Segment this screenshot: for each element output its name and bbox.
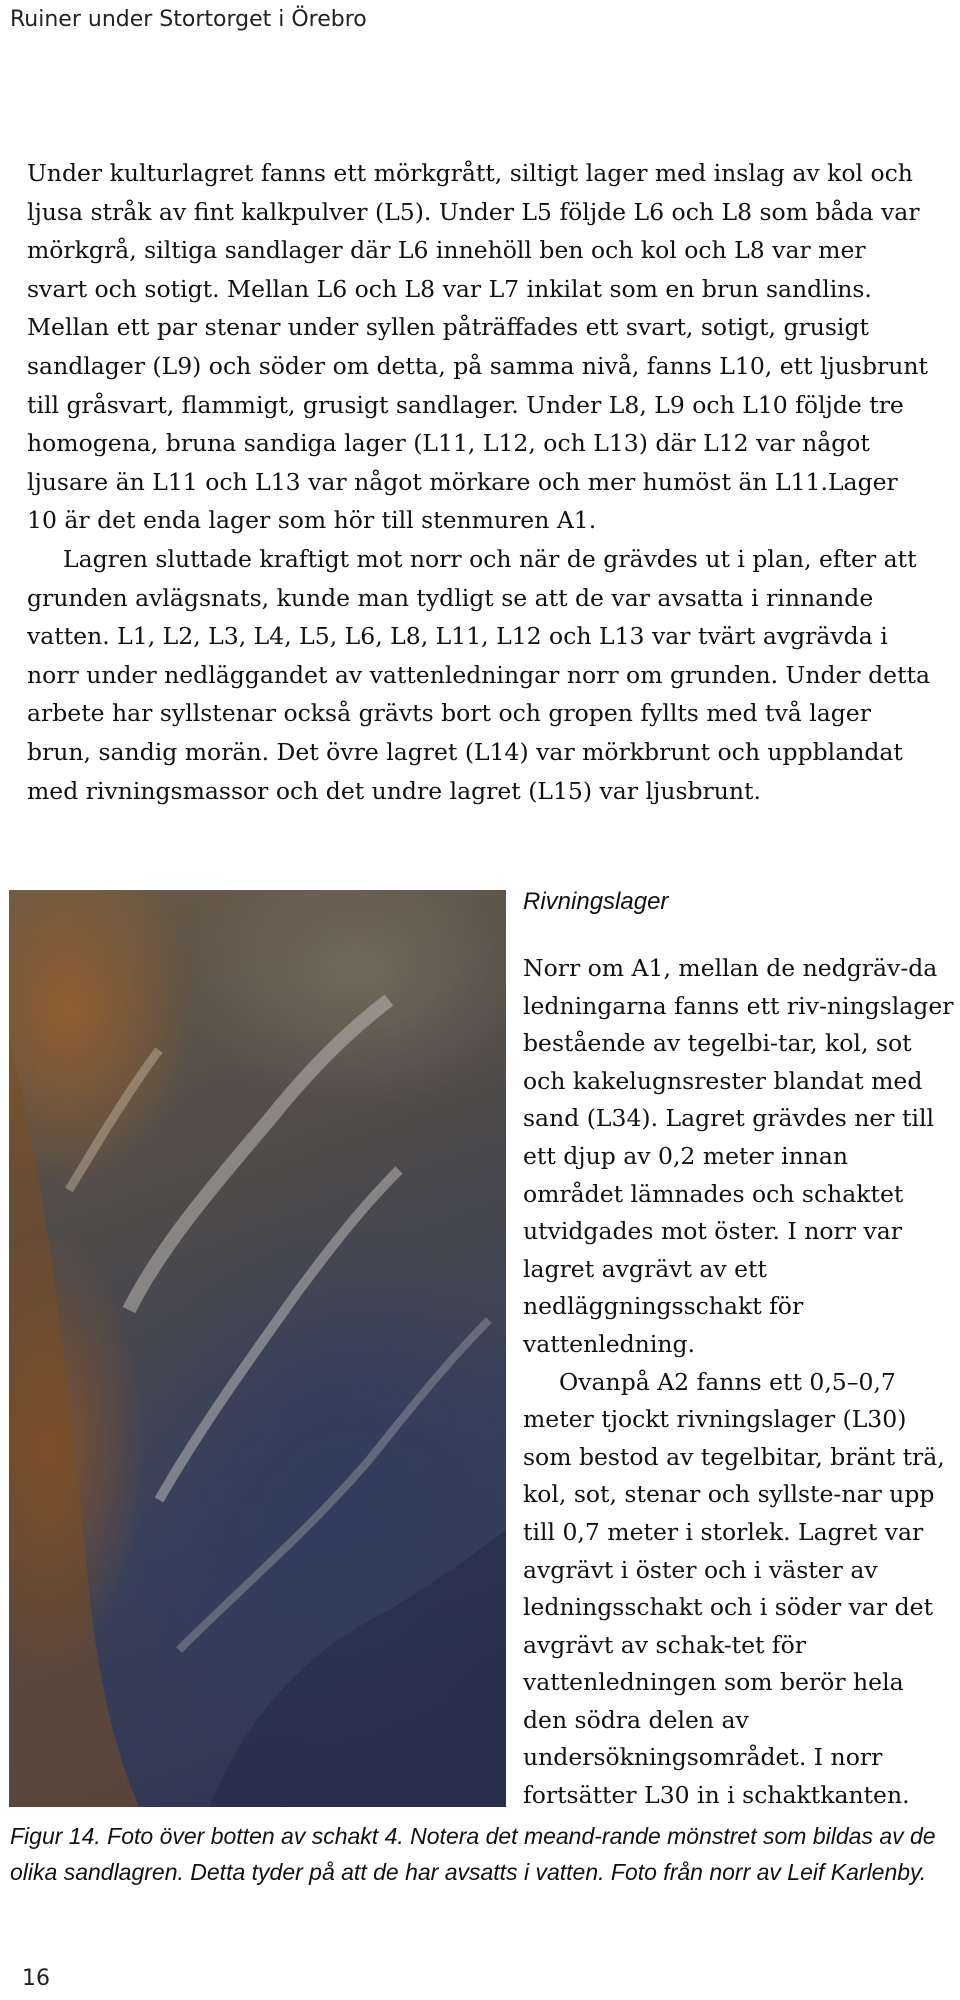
body-paragraph-2: Lagren sluttade kraftigt mot norr och när de grävdes ut i plan, efter att grunden avlägsnats, kunde man tydligt se att de var avsatta i rinnande vatten. L1, L2, L3, L4, L5, L6, L8, L11, L12 och L13 var tvärt avgrävda i norr under nedläggandet av vattenledningar norr om grunden. Under detta arbete har syllstenar också grävts bort och gropen fyllts med två lager brun, sandig morän. Det övre lagret (L14) var mörkbrunt och uppblandat med rivningsmassor och det undre lagret (L15) var ljusbrunt. [27,544,930,805]
main-text [27,154,933,810]
figure-caption: Figur 14. Foto över botten av schakt 4. Notera det meand-rande mönstret som bildas av de olika sandlagren. Detta tyder på att de har avsatts i vatten. Foto från norr av Leif Karlenby. [10,1823,936,1885]
sidebar-column [523,884,955,1815]
section-heading-rivningslager: Rivningslager [523,888,669,915]
running-header: Ruiner under Stortorget i Örebro [10,7,367,32]
excavation-photo [9,890,506,1807]
sidebar-paragraph-2: Ovanpå A2 fanns ett 0,5–0,7 meter tjockt rivningslager (L30) som bestod av tegelbitar, bränt trä, kol, sot, stenar och syllste-nar upp till 0,7 meter i storlek. Lagret var avgrävt i öster och i väster av ledningsschakt och i söder var det avgrävt av schak-tet för vattenledningen som berör hela den södra delen av undersökningsområdet. I norr fortsätter L30 in i schaktkanten. [523,1367,945,1810]
photo-texture [9,890,506,1807]
photo-light-streak-4 [69,1050,159,1190]
photo-dark-band [9,1040,139,1807]
body-paragraph-1: Under kulturlagret fanns ett mörkgrått, siltigt lager med inslag av kol och ljusa stråk av fint kalkpulver (L5). Under L5 följde L6 och L8 som båda var mörkgrå, siltiga sandlager där L6 innehöll ben och kol och L8 var mer svart och sotigt. Mellan L6 och L8 var L7 inkilat som en brun sandlins. Mellan ett par stenar under syllen påträffades ett svart, sotigt, grusigt sandlager (L9) och söder om detta, på samma nivå, fanns L10, ett ljusbrunt till gråsvart, flammigt, grusigt sandlager. Under L8, L9 och L10 följde tre homogena, bruna sandiga lager (L11, L12, och L13) där L12 var något ljusare än L11 och L13 var något mörkare och mer humöst än L11.Lager 10 är det enda lager som hör till stenmuren A1. [27,159,928,535]
photo-light-streak-1 [129,1000,389,1310]
sidebar-paragraph-1: Norr om A1, mellan de nedgräv-da ledningarna fanns ett riv-ningslager bestående av tegelbi-tar, kol, sot och kakelugnsrester blandat med sand (L34). Lagret grävdes ner till ett djup av 0,2 meter innan området lämnades och schaktet utvidgades mot öster. I norr var lagret avgrävt av ett nedläggningsschakt för vattenledning. [523,954,954,1358]
photo-shadow-region [209,1530,506,1807]
page-number: 16 [22,1966,50,1991]
